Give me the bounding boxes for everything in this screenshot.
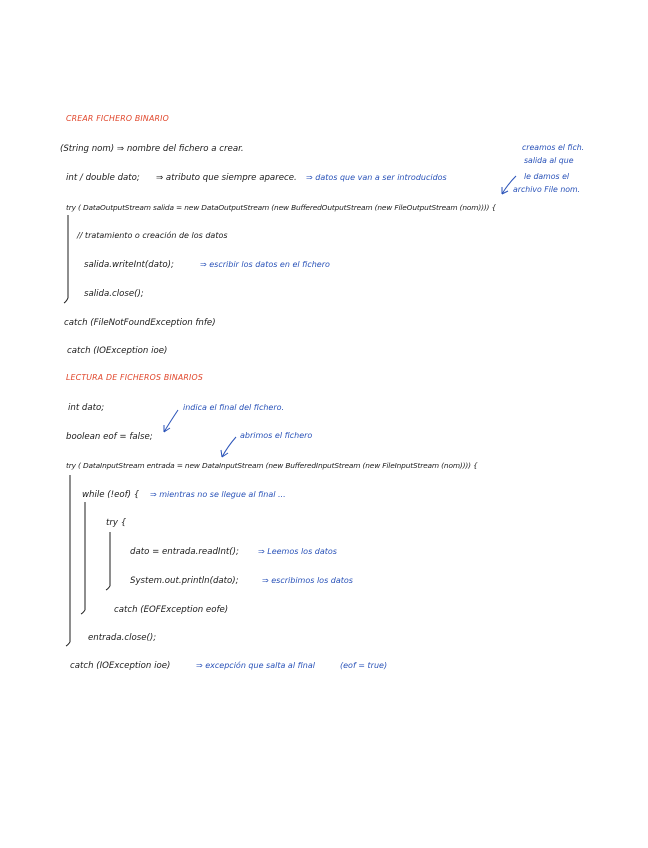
println-comment: ⇒ escribimos los datos bbox=[262, 576, 353, 585]
inner-try-line: try { bbox=[106, 518, 127, 528]
abrimos-fichero-arrowhead bbox=[221, 450, 228, 457]
abrimos-fichero-arrow bbox=[222, 437, 236, 457]
atributo-note: ⇒ atributo que siempre aparece. bbox=[156, 173, 297, 183]
side-note-arrowhead bbox=[502, 187, 508, 194]
side-note-line-2: salida al que bbox=[524, 156, 574, 165]
try-block-brace-1 bbox=[64, 215, 68, 303]
heading-crear-fichero-binario: CREAR FICHERO BINARIO bbox=[66, 114, 169, 123]
println-code: System.out.println(dato); bbox=[130, 576, 239, 586]
side-note-line-1: creamos el fich. bbox=[522, 143, 585, 152]
datos-introducidos-comment: ⇒ datos que van a ser introducidos bbox=[306, 173, 447, 182]
side-note-line-4: archivo File nom. bbox=[513, 185, 581, 194]
read-int-code: dato = entrada.readInt(); bbox=[130, 547, 239, 557]
indica-final-arrowhead bbox=[164, 425, 170, 432]
write-int-code: salida.writeInt(dato); bbox=[84, 260, 174, 270]
outer-try-brace bbox=[66, 475, 70, 646]
catch-io-comment: ⇒ excepción que salta al final bbox=[196, 661, 315, 670]
int-double-dato-code: int / double dato; bbox=[66, 173, 140, 183]
int-dato-line: int dato; bbox=[68, 403, 105, 413]
while-comment: ⇒ mientras no se llegue al final ... bbox=[150, 490, 286, 499]
inner-try-brace bbox=[106, 532, 110, 590]
string-nom-line: (String nom) ⇒ nombre del fichero a crear. bbox=[60, 144, 244, 154]
catch-filenotfound-line: catch (FileNotFoundException fnfe) bbox=[64, 318, 216, 328]
heading-lectura-ficheros-binarios: LECTURA DE FICHEROS BINARIOS bbox=[66, 373, 204, 382]
salida-close-line: salida.close(); bbox=[84, 289, 144, 299]
tratamiento-comment-line: // tratamiento o creación de los datos bbox=[77, 231, 228, 240]
try-dataoutputstream-line: try ( DataOutputStream salida = new DataOutputStream (new BufferedOutputStream (new FileOutputStream (nom)))) { bbox=[66, 203, 497, 212]
read-int-comment: ⇒ Leemos los datos bbox=[258, 547, 337, 556]
indica-final-arrow bbox=[164, 410, 178, 432]
indica-final-note: indica el final del fichero. bbox=[183, 403, 285, 412]
catch-io-eof-note: (eof = true) bbox=[340, 661, 388, 670]
catch-eofexception-line: catch (EOFException eofe) bbox=[114, 605, 229, 615]
while-eof-code: while (!eof) { bbox=[82, 490, 140, 500]
catch-ioexception-line-1: catch (IOException ioe) bbox=[67, 346, 168, 356]
while-brace bbox=[81, 502, 85, 614]
write-int-comment: ⇒ escribir los datos en el fichero bbox=[200, 260, 330, 269]
catch-ioexception-line-2: catch (IOException ioe) bbox=[70, 661, 171, 671]
entrada-close-line: entrada.close(); bbox=[88, 633, 157, 643]
side-note-line-3: le damos el bbox=[524, 172, 570, 181]
try-datainputstream-line: try ( DataInputStream entrada = new DataInputStream (new BufferedInputStream (new FileInputStream (nom)))) { bbox=[66, 461, 478, 470]
abrimos-fichero-note: abrimos el fichero bbox=[240, 431, 313, 440]
boolean-eof-line: boolean eof = false; bbox=[66, 432, 153, 442]
